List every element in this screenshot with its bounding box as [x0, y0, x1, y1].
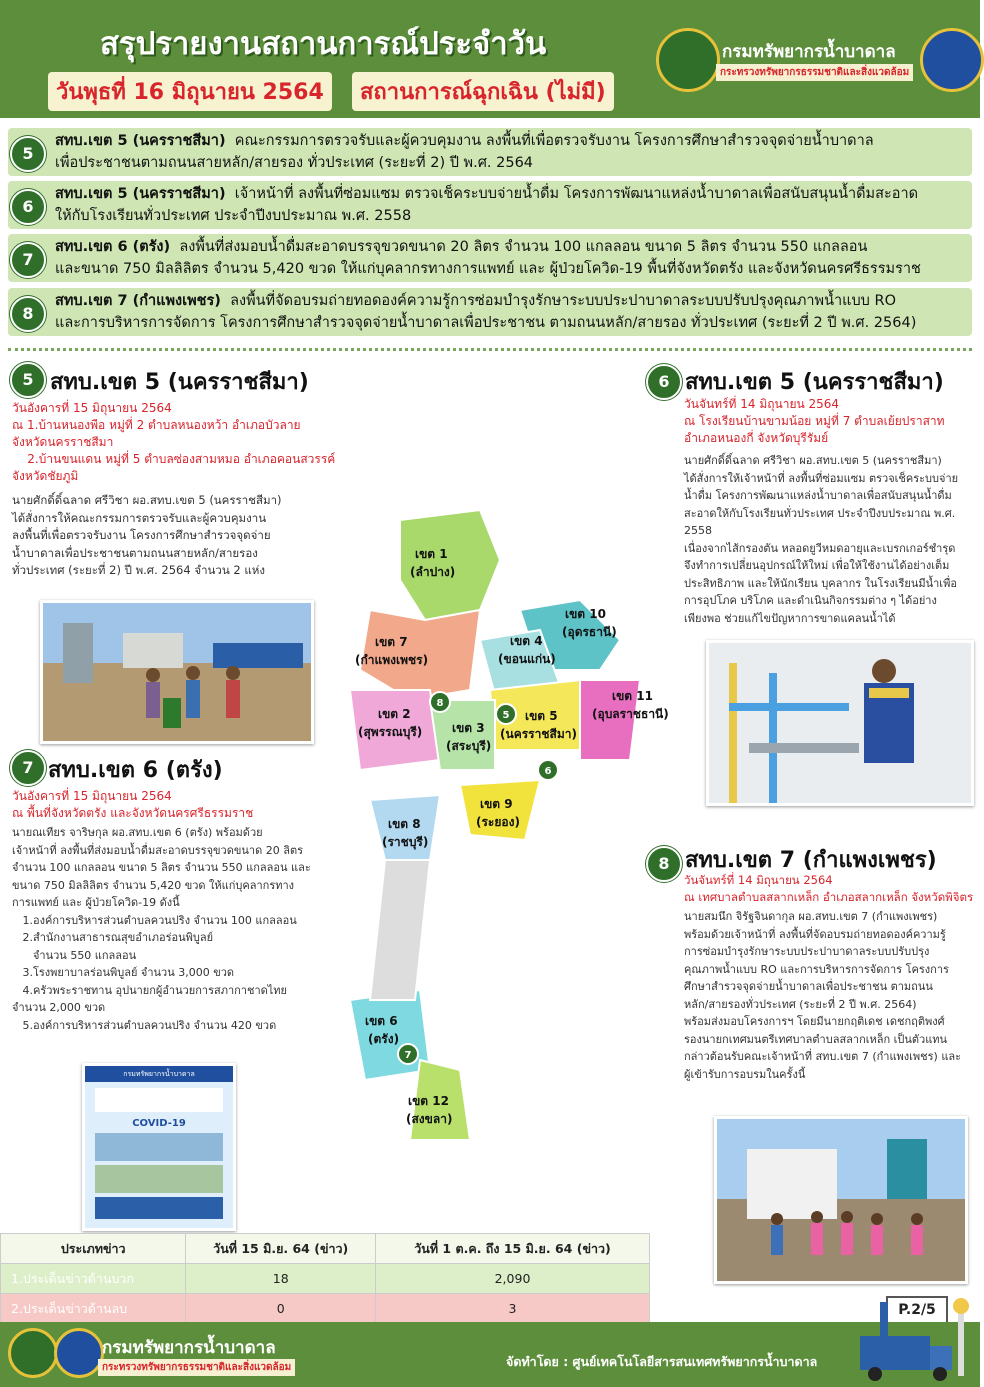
section-number-badge: 7 — [10, 750, 46, 786]
body-line: หลัก/สายรองทั่วประเทศ (ระยะที่ 2 ปี พ.ศ. 2564) — [684, 997, 917, 1011]
body-line: ลงพื้นที่เพื่อตรวจรับงาน โครงการศึกษาสำรวจจุดจ่าย — [12, 528, 271, 542]
zone-sub-6: (ตรัง) — [368, 1032, 400, 1046]
date-line: ณ พื้นที่จังหวัดตรัง และจังหวัดนครศรีธรรมราช — [12, 806, 254, 820]
news-agency: สทบ.เขต 5 (นครราชสีมา) — [55, 186, 226, 202]
map-marker-label: 8 — [436, 698, 444, 709]
table-cell-total: 2,090 — [376, 1264, 650, 1294]
table-cell-day: 18 — [186, 1264, 376, 1294]
table-cell-category: 2.ประเด็นข่าวด้านลบ — [1, 1294, 186, 1324]
date-line: ณ 1.บ้านหนองพือ หมู่ที่ 2 ตำบลหนองหว้า อำเภอบัวลาย — [12, 418, 301, 432]
news-row-text — [55, 236, 960, 280]
zone-sub-10: (อุดรธานี) — [562, 625, 617, 639]
ministry-logo-icon — [54, 1328, 104, 1378]
body-line: คุณภาพน้ำแบบ RO และการบริหารการจัดการ โครงการ — [684, 962, 949, 976]
news-number-badge: 8 — [10, 296, 46, 332]
zone-sub-11: (อุบลราชธานี) — [592, 707, 669, 721]
date-line: จังหวัดชัยภูมิ — [12, 469, 79, 483]
header-org-name: กรมทรัพยากรน้ำบาดาล — [722, 42, 896, 62]
table-cell-total: 3 — [376, 1294, 650, 1324]
zone-label-8: เขต 8 — [388, 817, 421, 831]
emergency-status: สถานการณ์ฉุกเฉิน (ไม่มี) — [352, 72, 614, 111]
page-number: P.2/5 — [886, 1296, 948, 1324]
date-line: วันจันทร์ที่ 14 มิถุนายน 2564 — [684, 873, 833, 887]
drilling-truck-icon — [850, 1296, 974, 1384]
photo-inspection — [40, 600, 314, 744]
zone-label-2: เขต 2 — [378, 707, 411, 721]
zone-label-12: เขต 12 — [408, 1094, 449, 1108]
section-body — [12, 492, 322, 580]
news-line2: และการบริหารการจัดการ โครงการศึกษาสำรวจจุดจ่ายน้ำบาดาลเพื่อประชาชน ตามถนนหลัก/สายรอง ทั่วประเทศ (ระยะที่ 2 ปี พ.ศ. 2564) — [55, 315, 917, 331]
zone-label-5: เขต 5 — [525, 709, 558, 723]
body-line: รองนายกเทศมนตรีเทศบาลตำบลสลากเหล็ก เป็นตัวแทน — [684, 1032, 948, 1046]
zone-label-7: เขต 7 — [375, 635, 408, 649]
section-date-location — [12, 400, 336, 485]
thailand-region-map — [330, 500, 669, 1180]
zone-sub-5: (นครราชสีมา) — [500, 727, 577, 741]
date-line: จังหวัดนครราชสีมา — [12, 435, 114, 449]
news-row-text — [55, 183, 960, 227]
photo-repair-image — [709, 643, 971, 803]
table-header-cell: วันที่ 15 มิ.ย. 64 (ข่าว) — [186, 1234, 376, 1264]
section-title: สทบ.เขต 5 (นครราชสีมา) — [685, 370, 944, 395]
section-number-badge: 6 — [646, 364, 682, 400]
body-line: การแพทย์ และ ผู้ป่วยโควิด-19 ดังนี้ — [12, 896, 180, 909]
page-title: สรุปรายงานสถานการณ์ประจำวัน — [100, 26, 547, 62]
body-line: พร้อมส่งมอบโครงการฯ โดยมีนายกฤติเดช เดชกฤติพงศ์ — [684, 1015, 945, 1028]
body-line: นายศักดิ์ดิ์ฉลาด ศรีวิชา ผอ.สทบ.เขต 5 (นครราชสีมา) — [12, 493, 282, 507]
zone-sub-12: (สงขลา) — [406, 1112, 453, 1126]
zone-sub-4: (ขอนแก่น) — [498, 652, 556, 666]
body-line: เนื่องจากไส้กรองตัน หลอดยูวีหมดอายุและเบรกเกอร์ชำรุด — [684, 541, 956, 555]
body-line: สะอาดให้กับโรงเรียนทั่วประเทศ ประจำปีงบประมาณ พ.ศ. 2558 — [684, 506, 956, 537]
body-line: น้ำดื่ม โครงการพัฒนาแหล่งน้ำบาดาลเพื่อสนับสนุนน้ำดื่ม — [684, 489, 952, 502]
zone-sub-3: (สระบุรี) — [446, 739, 492, 753]
body-line: 2.สำนักงานสาธารณสุขอำเภอร่อนพิบูลย์ — [12, 931, 214, 944]
body-line: จำนวน 100 แกลลอน ขนาด 5 ลิตร จำนวน 550 แกลลอน และ — [12, 861, 311, 874]
section-title: สทบ.เขต 7 (กำแพงเพชร) — [685, 848, 937, 873]
section-divider — [8, 348, 972, 351]
section-title: สทบ.เขต 6 (ตรัง) — [48, 758, 223, 783]
zone-label-3: เขต 3 — [452, 721, 485, 735]
report-date: วันพุธที่ 16 มิถุนายน 2564 — [48, 72, 332, 111]
zone-label-1: เขต 1 — [415, 547, 448, 561]
date-line: ณ เทศบาลตำบลสลากเหล็ก อำเภอสลากเหล็ก จังหวัดพิจิตร — [684, 890, 974, 904]
map-marker-8 — [430, 692, 450, 712]
department-logo-icon — [656, 28, 720, 92]
body-line: เจ้าหน้าที่ ลงพื้นที่ส่งมอบน้ำดื่มสะอาดบรรจุขวดขนาด 20 ลิตร — [12, 843, 304, 857]
poster-covid-label: COVID-19 — [132, 1118, 186, 1129]
poster-title: กรมทรัพยากรน้ำบาดาล — [85, 1066, 233, 1082]
body-line: พร้อมด้วยเจ้าหน้าที่ ลงพื้นที่จัดอบรมถ่ายทอดองค์ความรู้ — [684, 927, 946, 941]
map-marker-label: 5 — [502, 710, 510, 721]
photo-repair — [706, 640, 974, 806]
body-line: 1.องค์การบริหารส่วนตำบลควนปริง จำนวน 100 แกลลอน — [12, 913, 297, 927]
ministry-logo-icon — [920, 28, 984, 92]
news-row-text — [55, 130, 960, 174]
zone-sub-9: (ระยอง) — [476, 815, 520, 829]
zone-label-9: เขต 9 — [480, 797, 513, 811]
section-date-location — [12, 788, 332, 822]
body-line: ทั่วประเทศ (ระยะที่ 2) ปี พ.ศ. 2564 จำนวน 2 แห่ง — [12, 563, 265, 577]
section-number-badge: 8 — [646, 846, 682, 882]
zone-shape-connector — [370, 860, 430, 1000]
section-date-location — [684, 396, 974, 447]
news-number-badge: 5 — [10, 136, 46, 172]
zone-label-11: เขต 11 — [612, 689, 653, 703]
date-line: 2.บ้านขนแดน หมู่ที่ 5 ตำบลซ่องสามหมอ อำเภอคอนสวรรค์ — [12, 452, 336, 466]
section-body — [684, 452, 978, 627]
body-line: ศึกษาสำรวจจุดจ่ายน้ำบาดาลเพื่อประชาชน ตามถนน — [684, 980, 933, 993]
news-row-text — [55, 290, 960, 334]
body-line: กล่าวต้อนรับคณะเจ้าหน้าที่ สทบ.เขต 7 (กำแพงเพชร) และ — [684, 1050, 962, 1063]
table-cell-category: 1.ประเด็นข่าวด้านบวก — [1, 1264, 186, 1294]
body-line: นายณเทียร จาริษกุล ผอ.สทบ.เขต 6 (ตรัง) พร้อมด้วย — [12, 826, 263, 839]
date-line: วันจันทร์ที่ 14 มิถุนายน 2564 — [684, 397, 840, 411]
body-line: ผู้เข้ารับการอบรมในครั้งนี้ — [684, 1067, 806, 1081]
news-line1: ลงพื้นที่ส่งมอบน้ำดื่มสะอาดบรรจุขวดขนาด 20 ลิตร จำนวน 100 แกลลอน ขนาด 5 ลิตร จำนวน 550 แกลลอน — [179, 239, 868, 255]
table-header-cell: ประเภทข่าว — [1, 1234, 186, 1264]
zone-sub-2: (สุพรรณบุรี) — [358, 725, 423, 739]
body-line: จำนวน 2,000 ขวด — [12, 1001, 106, 1014]
map-marker-6 — [538, 760, 558, 780]
body-line: เพียงพอ ช่วยแก้ไขปัญหาการขาดแคลนน้ำได้ — [684, 611, 896, 625]
footer-credit: จัดทำโดย : ศูนย์เทคโนโลยีสารสนเทศทรัพยากรน้ำบาดาล — [506, 1354, 818, 1369]
body-line: นายศักดิ์ดิ์ฉลาด ศรีวิชา ผอ.สทบ.เขต 5 (นครราชสีมา) — [684, 454, 942, 467]
header-ministry-name: กระทรวงทรัพยากรธรรมชาติและสิ่งแวดล้อม — [716, 64, 913, 81]
news-agency: สทบ.เขต 7 (กำแพงเพชร) — [55, 293, 221, 309]
news-agency: สทบ.เขต 6 (ตรัง) — [55, 239, 171, 255]
news-line1: ลงพื้นที่จัดอบรมถ่ายทอดองค์ความรู้การซ่อมบำรุงรักษาระบบประปาบาดาลระบบปรับปรุงคุณภาพน้ำแบบ RO — [230, 293, 896, 309]
news-line1: เจ้าหน้าที่ ลงพื้นที่ซ่อมแซม ตรวจเช็คระบบจ่ายน้ำดื่ม โครงการพัฒนาแหล่งน้ำบาดาลเพื่อสนับสนุนน้ำดื่มสะอาด — [234, 186, 919, 202]
table-row — [1, 1294, 650, 1324]
news-line2: เพื่อประชาชนตามถนนสายหลัก/สายรอง ทั่วประเทศ (ระยะที่ 2) ปี พ.ศ. 2564 — [55, 155, 534, 171]
table-row — [1, 1264, 650, 1294]
zone-label-10: เขต 10 — [565, 607, 606, 621]
map-marker-label: 7 — [404, 1050, 412, 1061]
body-line: จำนวน 550 แกลลอน — [12, 948, 137, 962]
body-line: 5.องค์การบริหารส่วนตำบลควนปริง จำนวน 420 ขวด — [12, 1018, 277, 1032]
body-line: การอุปโภค บริโภค และดำเนินกิจกรรมต่าง ๆ ได้อย่าง — [684, 594, 937, 607]
covid-poster — [82, 1063, 236, 1231]
date-line: ณ โรงเรียนบ้านขามน้อย หมู่ที่ 7 ตำบลเย้ยปราสาท — [684, 414, 945, 428]
footer-ministry-name: กระทรวงทรัพยากรธรรมชาติและสิ่งแวดล้อม — [98, 1359, 295, 1376]
department-logo-icon — [8, 1328, 58, 1378]
zone-label-4: เขต 4 — [510, 634, 543, 648]
table-header-cell: วันที่ 1 ต.ค. ถึง 15 มิ.ย. 64 (ข่าว) — [376, 1234, 650, 1264]
body-line: 4.ครัวพระราชทาน อุปนายกผู้อำนวยการสภากาชาดไทย — [12, 983, 287, 997]
news-number-badge: 7 — [10, 242, 46, 278]
map-marker-5 — [496, 704, 516, 724]
news-number-badge: 6 — [10, 189, 46, 225]
photo-inspection-image — [43, 603, 311, 741]
body-line: ขนาด 750 มิลลิลิตร จำนวน 5,420 ขวด ให้แก่บุคลากรทาง — [12, 878, 295, 892]
zone-sub-8: (ราชบุรี) — [382, 835, 429, 849]
section-number-badge: 5 — [10, 362, 46, 398]
news-line2: ให้กับโรงเรียนทั่วประเทศ ประจำปีงบประมาณ พ.ศ. 2558 — [55, 208, 412, 224]
map-marker-7 — [398, 1044, 418, 1064]
footer-org-name: กรมทรัพยากรน้ำบาดาล — [102, 1338, 276, 1358]
body-line: น้ำบาดาลเพื่อประชาชนตามถนนสายหลัก/สายรอง — [12, 545, 258, 560]
photo-training-image — [717, 1119, 965, 1281]
body-line: ได้สั่งการให้เจ้าหน้าที่ ลงพื้นที่ซ่อมแซม ตรวจเช็คระบบจ่าย — [684, 471, 959, 485]
map-marker-label: 6 — [544, 766, 552, 777]
body-line: ได้สั่งการให้คณะกรรมการตรวจรับและผู้ควบคุมงาน — [12, 510, 267, 525]
section-date-location — [684, 872, 978, 906]
date-line: วันอังคารที่ 15 มิถุนายน 2564 — [12, 789, 172, 803]
section-title: สทบ.เขต 5 (นครราชสีมา) — [50, 370, 309, 395]
section-body — [12, 824, 342, 1034]
news-line1: คณะกรรมการตรวจรับและผู้ควบคุมงาน ลงพื้นที่เพื่อตรวจรับงาน โครงการศึกษาสำรวจจุดจ่ายน้ำบาดาล — [234, 133, 874, 149]
news-agency: สทบ.เขต 5 (นครราชสีมา) — [55, 133, 226, 149]
section-body — [684, 908, 978, 1083]
body-line: ประสิทธิภาพ และให้นักเรียน บุคลากร ในโรงเรียนมีน้ำเพื่อ — [684, 576, 957, 590]
date-line: อำเภอหนองกี่ จังหวัดบุรีรัมย์ — [684, 431, 829, 445]
news-summary-table — [0, 1233, 650, 1324]
body-line: นายสมนึก จิรัฐจินดากุล ผอ.สทบ.เขต 7 (กำแพงเพชร) — [684, 910, 938, 923]
body-line: การซ่อมบำรุงรักษาระบบประปาบาดาลระบบปรับปรุง — [684, 945, 930, 958]
date-line: วันอังคารที่ 15 มิถุนายน 2564 — [12, 401, 172, 415]
photo-training — [714, 1116, 968, 1284]
zone-sub-1: (ลำปาง) — [410, 565, 456, 579]
table-header-row — [1, 1234, 650, 1264]
body-line: จึงทำการเปลี่ยนอุปกรณ์ให้ใหม่ เพื่อให้ใช้งานได้อย่างเต็ม — [684, 559, 950, 572]
news-line2: และขนาด 750 มิลลิลิตร จำนวน 5,420 ขวด ให้แก่บุคลากรทางการแพทย์ และ ผู้ป่วยโควิด-19 พื้นที่จังหวัดตรัง และจังหวัดนครศรีธรรมราช — [55, 261, 921, 277]
body-line: 3.โรงพยาบาลร่อนพิบูลย์ จำนวน 3,000 ขวด — [12, 966, 235, 979]
zone-label-6: เขต 6 — [365, 1014, 398, 1028]
table-cell-day: 0 — [186, 1294, 376, 1324]
zone-sub-7: (กำแพงเพชร) — [355, 653, 429, 667]
